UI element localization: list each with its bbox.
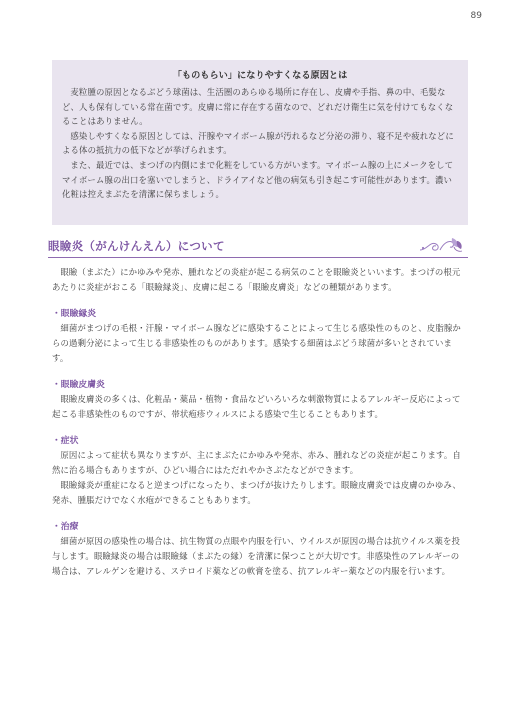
section-intro: 眼瞼（まぶた）にかゆみや発赤、腫れなどの炎症が起こる病気のことを眼瞼炎といいます。まつげの根元あたりに炎症がおこる「眼瞼縁炎」、皮膚に起こる「眼瞼皮膚炎」などの種類があります。 [52, 267, 461, 292]
section-content [52, 265, 466, 579]
subsection-paragraph: 細菌がまつげの毛根・汗腺・マイボーム腺などに感染することによって生じる感染性のものと、皮脂腺からの過剰分泌によって生じる非感染性のものがあります。感染する細菌はぶどう球菌が多いとされています。 [52, 323, 461, 363]
subsection-label: ・症状 [52, 436, 79, 446]
subsection-blepharitis-margin [52, 307, 466, 366]
section-header [48, 237, 468, 258]
subsection-eyelid-dermatitis [52, 378, 466, 422]
info-box-paragraph: 感染しやすくなる原因としては、汗腺やマイボーム腺が汚れるなど分泌の滞り、寝不足や疲れなどによる体の抵抗力の低下などが挙げられます。 [62, 130, 454, 156]
floral-flourish-icon [418, 235, 464, 255]
section-title: 眼瞼炎（がんけんえん）について [48, 239, 225, 253]
info-box-title: 「ものもらい」になりやすくなる原因とは [172, 70, 348, 81]
subsection-label: ・眼瞼皮膚炎 [52, 380, 105, 390]
subsection-paragraph: 細菌が原因の感染性の場合は、抗生物質の点眼や内服を行い、ウイルスが原因の場合は抗ウイルス薬を投与します。眼瞼縁炎の場合は眼瞼縁（まぶたの縁）を清潔に保つことが大切です。非感染性のアレルギーの場合は、アレルゲンを避ける、ステロイド薬などの軟膏を塗る、抗アレルギー薬などの内服を行います。 [52, 536, 461, 576]
subsection-treatment [52, 520, 466, 579]
subsection-label: ・眼瞼縁炎 [52, 309, 96, 319]
subsection-paragraph: 眼瞼縁炎が重症になると逆まつげになったり、まつげが抜けたりします。眼瞼皮膚炎では皮膚のかゆみ、発赤、腫脹だけでなく水疱ができることもあります。 [52, 480, 461, 505]
info-box-paragraph: また、最近では、まつげの内側にまで化粧をしている方がいます。マイボーム腺の上にメークをしてマイボーム腺の出口を塞いでしまうと、ドライアイなど他の病気も引き起こす可能性があります。濃い化粧は控えまぶたを清潔に保ちましょう。 [62, 159, 454, 200]
info-box-paragraph: 麦粒腫の原因となるぶどう球菌は、生活圏のあらゆる場所に存在し、皮膚や手指、鼻の中、毛髪など、人も保有している常在菌です。皮膚に常に存在する菌なので、どれだけ衛生に気を付けてもなくなることはありません。 [62, 87, 454, 127]
page-number: 89 [470, 11, 482, 21]
info-box [52, 60, 468, 225]
subsection-symptoms [52, 434, 466, 508]
subsection-label: ・治療 [52, 522, 79, 532]
subsection-paragraph: 原因によって症状も異なりますが、主にまぶたにかゆみや発赤、赤み、腫れなどの炎症が起こります。自然に治る場合もありますが、ひどい場合にはただれやかさぶたなどができます。 [52, 450, 461, 475]
subsection-paragraph: 眼瞼皮膚炎の多くは、化粧品・薬品・植物・食品などいろいろな刺激物質によるアレルギー反応によって起こる非感染性のものですが、帯状疱疹ウィルスによる感染で生じることもあります。 [52, 394, 461, 419]
